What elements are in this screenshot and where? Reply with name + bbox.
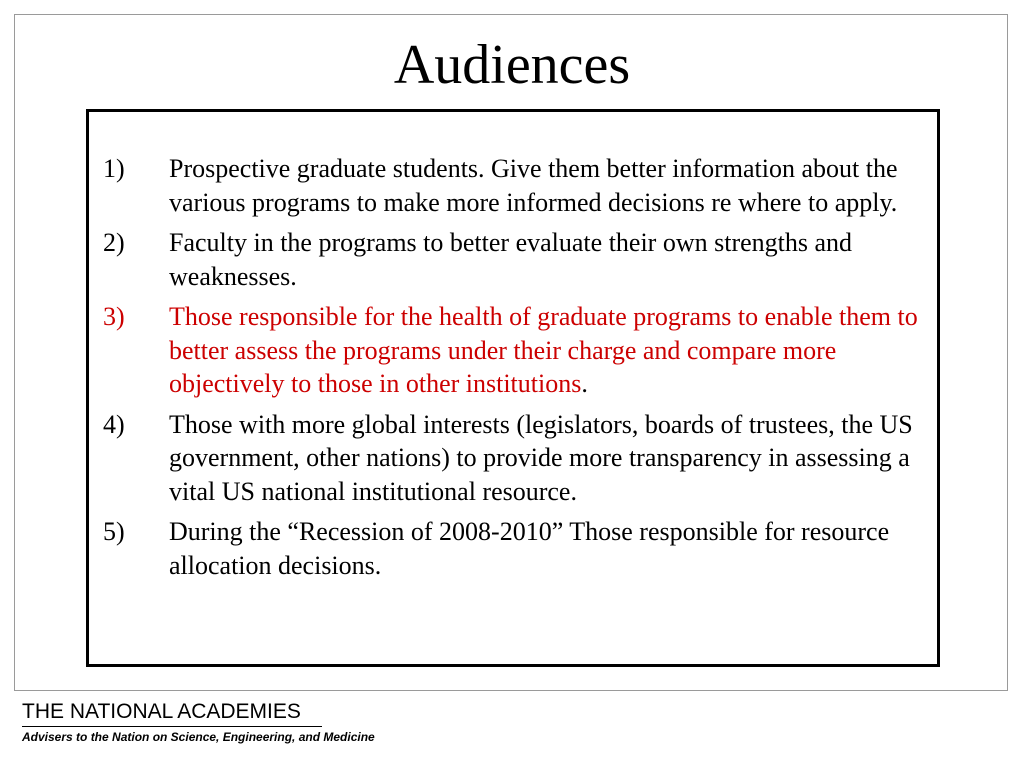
list-item-end: . <box>581 369 588 398</box>
footer-logo <box>22 700 375 744</box>
list-item-number: 1) <box>103 154 125 183</box>
list-item-text: Those responsible for the health of graduate programs to enable them to better assess the programs under their charge and compare more objectively to those in other institutions <box>169 302 918 398</box>
list-item <box>103 408 933 509</box>
list-item-number: 2) <box>103 228 125 257</box>
list-item-text: Prospective graduate students. Give them better information about the various programs to make more informed decisions re where to apply. <box>169 154 898 217</box>
footer-divider <box>22 726 322 727</box>
list-item <box>103 152 933 219</box>
audience-list <box>103 152 933 589</box>
list-item <box>103 515 933 582</box>
list-item-text: Faculty in the programs to better evaluate their own strengths and weaknesses. <box>169 228 853 291</box>
list-item-text: Those with more global interests (legislators, boards of trustees, the US government, other nations) to provide more transparency in assessing a vital US national institutional resource. <box>169 409 913 506</box>
content-box <box>86 109 940 667</box>
slide-title: Audiences <box>393 34 631 96</box>
organization-tagline: Advisers to the Nation on Science, Engineering, and Medicine <box>22 730 375 744</box>
list-item <box>103 300 933 401</box>
list-item-text: During the “Recession of 2008-2010” Those responsible for resource allocation decisions. <box>169 517 890 580</box>
list-item-number: 3) <box>103 302 125 331</box>
organization-name: THE NATIONAL ACADEMIES <box>22 700 301 723</box>
list-item-number: 5) <box>103 517 125 546</box>
list-item <box>103 226 933 293</box>
list-item-number: 4) <box>103 409 125 439</box>
